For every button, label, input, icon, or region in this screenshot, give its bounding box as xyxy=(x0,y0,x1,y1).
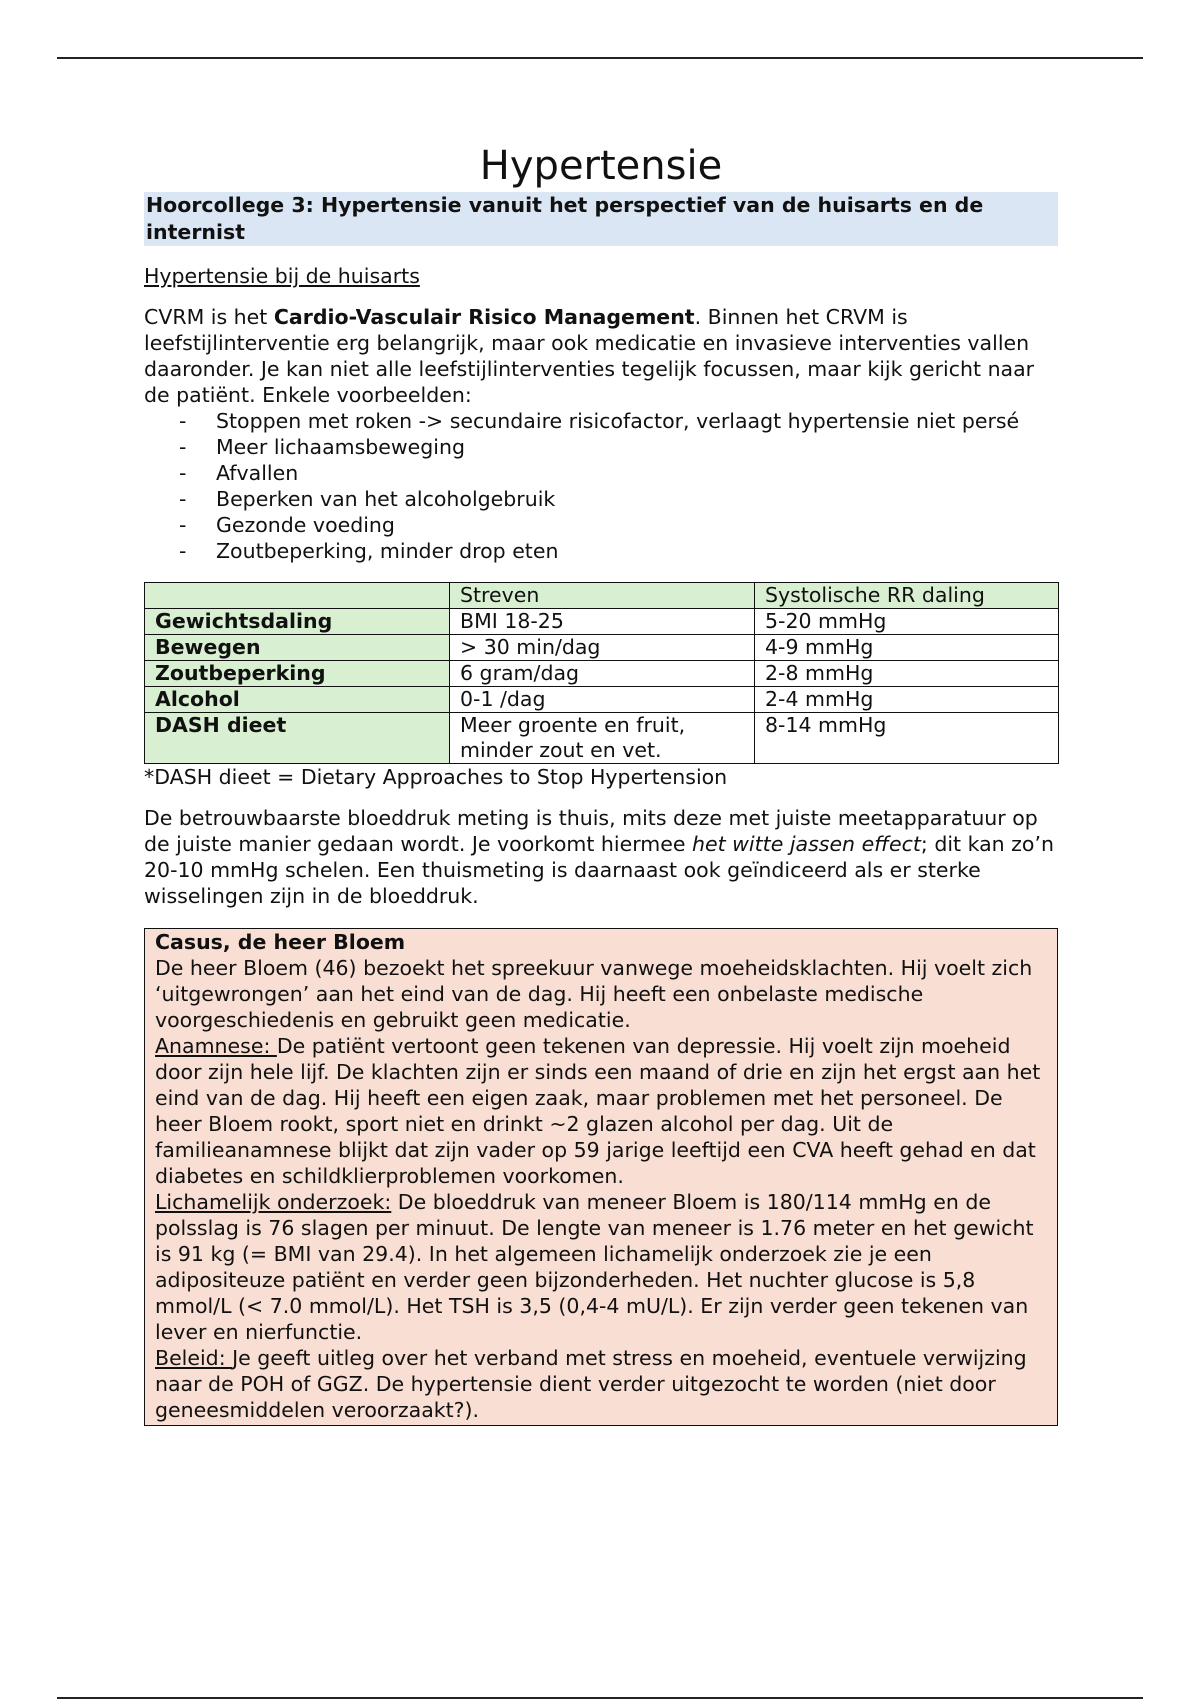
table-cell: BMI 18-25 xyxy=(450,609,755,635)
table-cell: Meer groente en fruit, minder zout en vet. xyxy=(450,713,755,764)
lecture-heading: Hoorcollege 3: Hypertensie vanuit het perspectief van de huisarts en de internist xyxy=(144,192,1058,246)
table-footnote: *DASH dieet = Dietary Approaches to Stop Hypertension xyxy=(144,765,728,789)
list-item: - Stoppen met roken -> secundaire risicofactor, verlaagt hypertensie niet persé xyxy=(216,408,1058,434)
list-item: - Zoutbeperking, minder drop eten xyxy=(216,538,1058,564)
case-beleid xyxy=(155,1345,1047,1423)
page-title: Hypertensie xyxy=(479,143,723,189)
case-onderzoek-label: Lichamelijk onderzoek: xyxy=(155,1190,392,1214)
section-heading: Hypertensie bij de huisarts xyxy=(144,264,420,288)
intro-paragraph xyxy=(144,304,1058,408)
table-cell: 6 gram/dag xyxy=(450,661,755,687)
measurement-paragraph xyxy=(144,805,1058,909)
examples-list xyxy=(144,408,1058,564)
table-header-cell: Streven xyxy=(450,583,755,609)
case-onderzoek xyxy=(155,1189,1047,1345)
table-row xyxy=(145,713,1059,764)
table-header-cell: Systolische RR daling xyxy=(755,583,1059,609)
table-header-row xyxy=(145,583,1059,609)
table-row xyxy=(145,687,1059,713)
case-beleid-label: Beleid: xyxy=(155,1346,233,1370)
table-cell: 5-20 mmHg xyxy=(755,609,1059,635)
case-title: Casus, de heer Bloem xyxy=(155,930,406,954)
case-anamnese-text: De patiënt vertoont geen tekenen van depressie. Hij voelt zijn moeheid door zijn hele lijf. De klachten zijn er sinds een maand of drie en zijn het ergst aan het eind van de dag. Hij heeft een eigen zaak, maar problemen met het personeel. De heer Bloem rookt, sport niet en drinkt ~2 glazen alcohol per dag. Uit de familieanamnese blijkt dat zijn vader op 59 jarige leeftijd een CVA heeft gehad en dat diabetes en schildklierproblemen voorkomen. xyxy=(155,1034,1041,1188)
table-row xyxy=(145,635,1059,661)
case-anamnese-label: Anamnese: xyxy=(155,1034,277,1058)
intro-text-pre: CVRM is het xyxy=(144,305,274,329)
table-header-cell xyxy=(145,583,450,609)
table-cell: 8-14 mmHg xyxy=(755,713,1059,764)
table-row xyxy=(145,661,1059,687)
measurement-text-pre: De betrouwbaarste bloeddruk meting is thuis, mits deze met juiste meetapparatuur op de juiste manier gedaan wordt. Je voorkomt hiermee xyxy=(144,806,1038,856)
table-cell: 2-4 mmHg xyxy=(755,687,1059,713)
table-cell: 0-1 /dag xyxy=(450,687,755,713)
table-row-label: DASH dieet xyxy=(145,713,450,764)
table-cell: 4-9 mmHg xyxy=(755,635,1059,661)
intro-text-post: . Binnen het CRVM is leefstijlinterventie erg belangrijk, maar ook medicatie en invasieve interventies vallen daaronder. Je kan niet alle leefstijlinterventies tegelijk focussen, maar kijk gericht naar de patiënt. Enkele voorbeelden: xyxy=(144,305,1035,407)
page-content xyxy=(144,140,1058,1426)
header-rule xyxy=(57,57,1143,59)
table-row-label: Gewichtsdaling xyxy=(145,609,450,635)
list-item: - Beperken van het alcoholgebruik xyxy=(216,486,1058,512)
measurement-text-post: ; dit kan zo’n 20-10 mmHg schelen. Een thuismeting is daarnaast ook geïndiceerd als er sterke wisselingen zijn in de bloeddruk. xyxy=(144,832,1054,908)
table-cell: 2-8 mmHg xyxy=(755,661,1059,687)
case-onderzoek-text: De bloeddruk van meneer Bloem is 180/114 mmHg en de polsslag is 76 slagen per minuut. De lengte van meneer is 1.76 meter en het gewicht is 91 kg (= BMI van 29.4). In het algemeen lichamelijk onderzoek zie je een adipositeuze patiënt en verder geen bijzonderheden. Het nuchter glucose is 5,8 mmol/L (< 7.0 mmol/L). Het TSH is 3,5 (0,4-4 mU/L). Er zijn verder geen tekenen van lever en nierfunctie. xyxy=(155,1190,1034,1344)
footer-rule xyxy=(57,1697,1143,1699)
case-anamnese xyxy=(155,1033,1047,1189)
list-item: - Gezonde voeding xyxy=(216,512,1058,538)
list-item: - Afvallen xyxy=(216,460,1058,486)
lifestyle-table xyxy=(144,582,1059,764)
list-item: - Meer lichaamsbeweging xyxy=(216,434,1058,460)
intro-text-bold: Cardio-Vasculair Risico Management xyxy=(273,305,695,329)
case-intro: De heer Bloem (46) bezoekt het spreekuur vanwege moeheidsklachten. Hij voelt zich ‘uitgewrongen’ aan het eind van de dag. Hij heeft een onbelaste medische voorgeschiedenis en gebruikt geen medicatie. xyxy=(155,956,1033,1032)
table-cell: > 30 min/dag xyxy=(450,635,755,661)
case-beleid-text: Je geeft uitleg over het verband met stress en moeheid, eventuele verwijzing naar de POH of GGZ. De hypertensie dient verder uitgezocht te worden (niet door geneesmiddelen veroorzaakt?). xyxy=(155,1346,1027,1422)
table-row-label: Bewegen xyxy=(145,635,450,661)
measurement-text-italic: het witte jassen effect xyxy=(692,832,921,856)
table-row-label: Alcohol xyxy=(145,687,450,713)
table-row-label: Zoutbeperking xyxy=(145,661,450,687)
table-row xyxy=(145,609,1059,635)
case-box xyxy=(144,928,1058,1426)
